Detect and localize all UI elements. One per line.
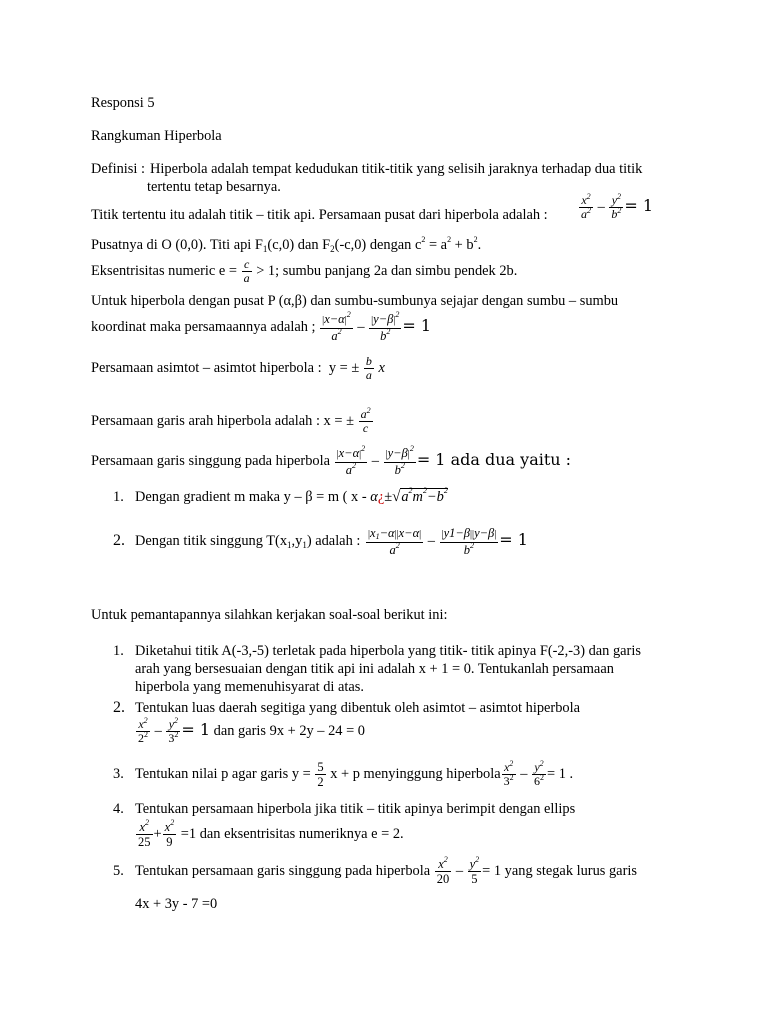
center-foci-line: Pusatnya di O (0,0). Titi api $F_1(c,0)$ dan $F_2(-c,0)$ dengan $c^2 = a^2 + b^2$. bbox=[91, 235, 482, 254]
eccentricity-line: Eksentrisitas numeric e = $\frac{c}{a}$ > 1; sumbu panjang 2a dan simbu pendek 2b. bbox=[91, 257, 518, 285]
exercise-5-line-2: 4x + 3y - 7 =0 bbox=[135, 896, 218, 912]
exercise-1-line-3: hiperbola yang memenuhisyarat di atas. bbox=[135, 679, 364, 695]
section-heading: Rangkuman Hiperbola bbox=[91, 128, 222, 144]
definition-line-1: Hiperbola adalah tempat kedudukan titik-titik yang selisih jaraknya terhadap dua titik bbox=[150, 161, 643, 177]
exercise-1-line-1: 1. Diketahui titik A(-3,-5) terletak pada hiperbola yang titik- titik apinya F(-2,-3) dan garis bbox=[113, 643, 641, 659]
asymptote-line: Persamaan asimtot – asimtot hiperbola : y = ± $\frac{b}{a}$ x bbox=[91, 354, 385, 382]
document-title: Responsi 5 bbox=[91, 95, 155, 111]
standard-equation: $\frac{x^2}{a^2}$ – $\frac{y^2}{b^2}$ = 1 bbox=[581, 192, 654, 221]
shifted-line-1: Untuk hiperbola dengan pusat P (α,β) dan sumbu-sumbunya sejajar dengan sumbu – sumbu bbox=[91, 293, 619, 309]
definition-label: Definisi : bbox=[91, 161, 145, 177]
tangent-item-1: 1. Dengan gradient m maka y – β = m ( $x - \alpha¿\pm√a^2m^2-b^2$ bbox=[113, 486, 448, 505]
exercise-4-line-1: 4. Tentukan persamaan hiperbola jika titik – titik apinya berimpit dengan ellips bbox=[113, 801, 576, 817]
shifted-line-2: koordinat maka persamaannya adalah ; $\frac{|x-\alpha|^2}{a^2}$ – $\frac{|y-\beta|^2}{b^2}$ = 1 bbox=[91, 310, 432, 343]
exercise-2-line-2: $\frac{x^2}{2^2}$ – $\frac{y^2}{3^2}$ = 1 dan garis 9x + 2y – 24 = 0 bbox=[138, 716, 365, 745]
exercise-4-line-2: $\frac{x^2}{25}$ + $\frac{x^2}{9}$ =1 dan eksentrisitas numeriknya e = 2. bbox=[138, 818, 404, 849]
foci-line bbox=[91, 207, 548, 224]
foci-text: Titik tertentu itu adalah titik – titik api. Persamaan pusat dari hiperbola adalah : bbox=[91, 207, 548, 223]
tangent-line: Persamaan garis singgung pada hiperbola $\frac{|x-\alpha|^2}{a^2}$ – $\frac{|y-\beta|^2}{b^2}$ = 1 ada dua yaitu : bbox=[91, 444, 572, 477]
exercise-3: 3. Tentukan nilai p agar garis y = $\frac{5}{2}$ x + p menyinggung hiperbola $\frac{x^2}{3^2}$ – $\frac{y^2}{6^2}$ = 1 . bbox=[113, 759, 574, 789]
exercises-intro: Untuk pemantapannya silahkan kerjakan soal-soal berikut ini: bbox=[91, 607, 448, 623]
exercise-1-line-2: arah yang bersesuaian dengan titik api ini adalah x + 1 = 0. Tentukanlah persamaan bbox=[135, 661, 614, 677]
exercise-2-line-1: 2. Tentukan luas daerah segitiga yang dibentuk oleh asimtot – asimtot hiperbola bbox=[113, 699, 580, 716]
exercise-5-line-1: 5. Tentukan persamaan garis singgung pada hiperbola $\frac{x^2}{20}$ – $\frac{y^2}{5}$ = 1 yang stegak lurus garis bbox=[113, 855, 637, 886]
directrix-line: Persamaan garis arah hiperbola adalah : x = ± $\frac{a^2}{c}$ bbox=[91, 406, 371, 435]
definition-line-2: tertentu tetap besarnya. bbox=[147, 179, 281, 195]
tangent-item-2: 2. Dengan titik singgung $T(x_1,y_1)$ adalah : $\frac{|x_1-\alpha||x-\alpha|}{a^2}$ – $\frac{|y1-\beta||y-\beta|}{b^2}$ = 1 bbox=[113, 526, 528, 557]
